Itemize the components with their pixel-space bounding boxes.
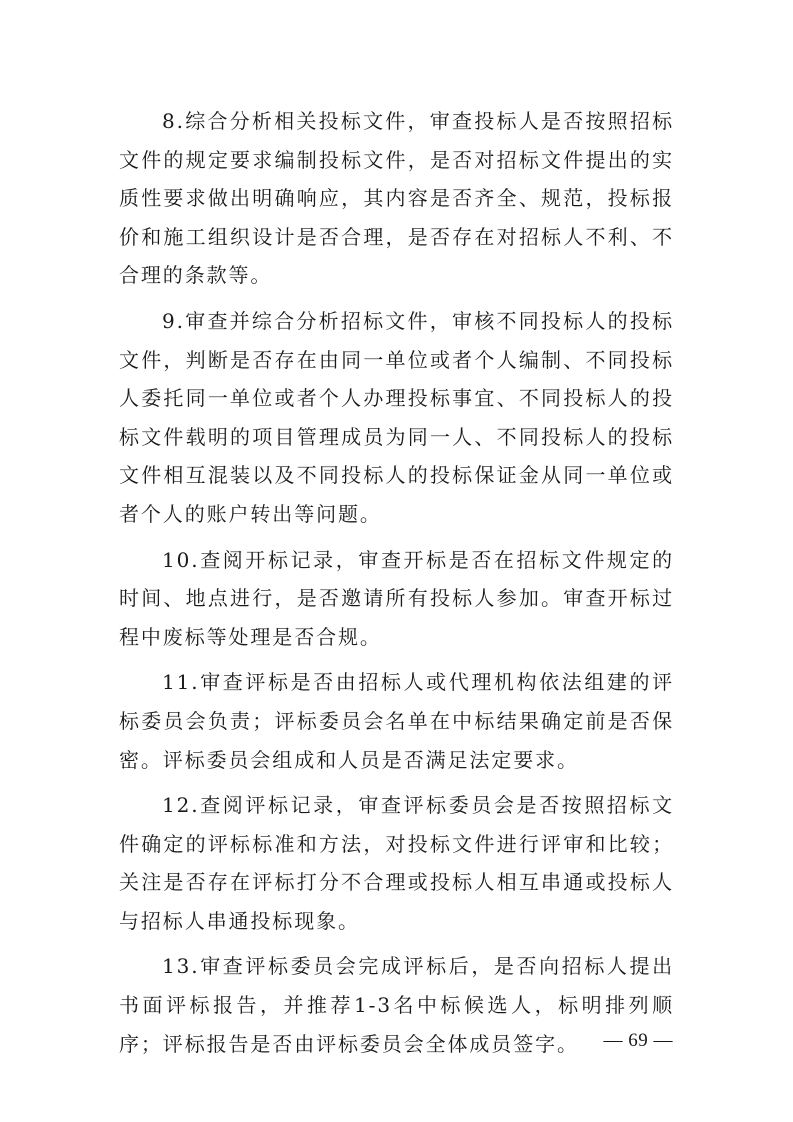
paragraph-item-12: 12.查阅评标记录，审查评标委员会是否按照招标文件确定的评标标准和方法，对投标文件进行评审和比较；关注是否存在评标打分不合理或投标人相互串通或投标人与招标人串通投标现象。 bbox=[119, 793, 674, 933]
paragraph-item-10: 10.查阅开标记录，审查开标是否在招标文件规定的时间、地点进行，是否邀请所有投标人参加。审查开标过程中废标等处理是否合规。 bbox=[119, 547, 674, 649]
paragraph-item-8: 8.综合分析相关投标文件，审查投标人是否按照招标文件的规定要求编制投标文件，是否对招标文件提出的实质性要求做出明确响应，其内容是否齐全、规范，投标报价和施工组织设计是否合理，是否存在对招标人不利、不合理的条款等。 bbox=[119, 109, 674, 288]
paragraph-item-11: 11.审查评标是否由招标人或代理机构依法组建的评标委员会负责；评标委员会名单在中标结果确定前是否保密。评标委员会组成和人员是否满足法定要求。 bbox=[119, 670, 674, 772]
paragraph-item-13: 13.审查评标委员会完成评标后，是否向招标人提出书面评标报告，并推荐1-3名中标候选人，标明排列顺序；评标报告是否由评标委员会全体成员签字。 bbox=[119, 954, 674, 1056]
paragraph-item-9: 9.审查并综合分析招标文件，审核不同投标人的投标文件，判断是否存在由同一单位或者个人编制、不同投标人委托同一单位或者个人办理投标事宜、不同投标人的投标文件载明的项目管理成员为同一人、不同投标人的投标文件相互混装以及不同投标人的投标保证金从同一单位或者个人的账户转出等问题。 bbox=[119, 308, 674, 526]
page-number: — 69 — bbox=[603, 1030, 673, 1051]
body-text bbox=[119, 102, 674, 1070]
